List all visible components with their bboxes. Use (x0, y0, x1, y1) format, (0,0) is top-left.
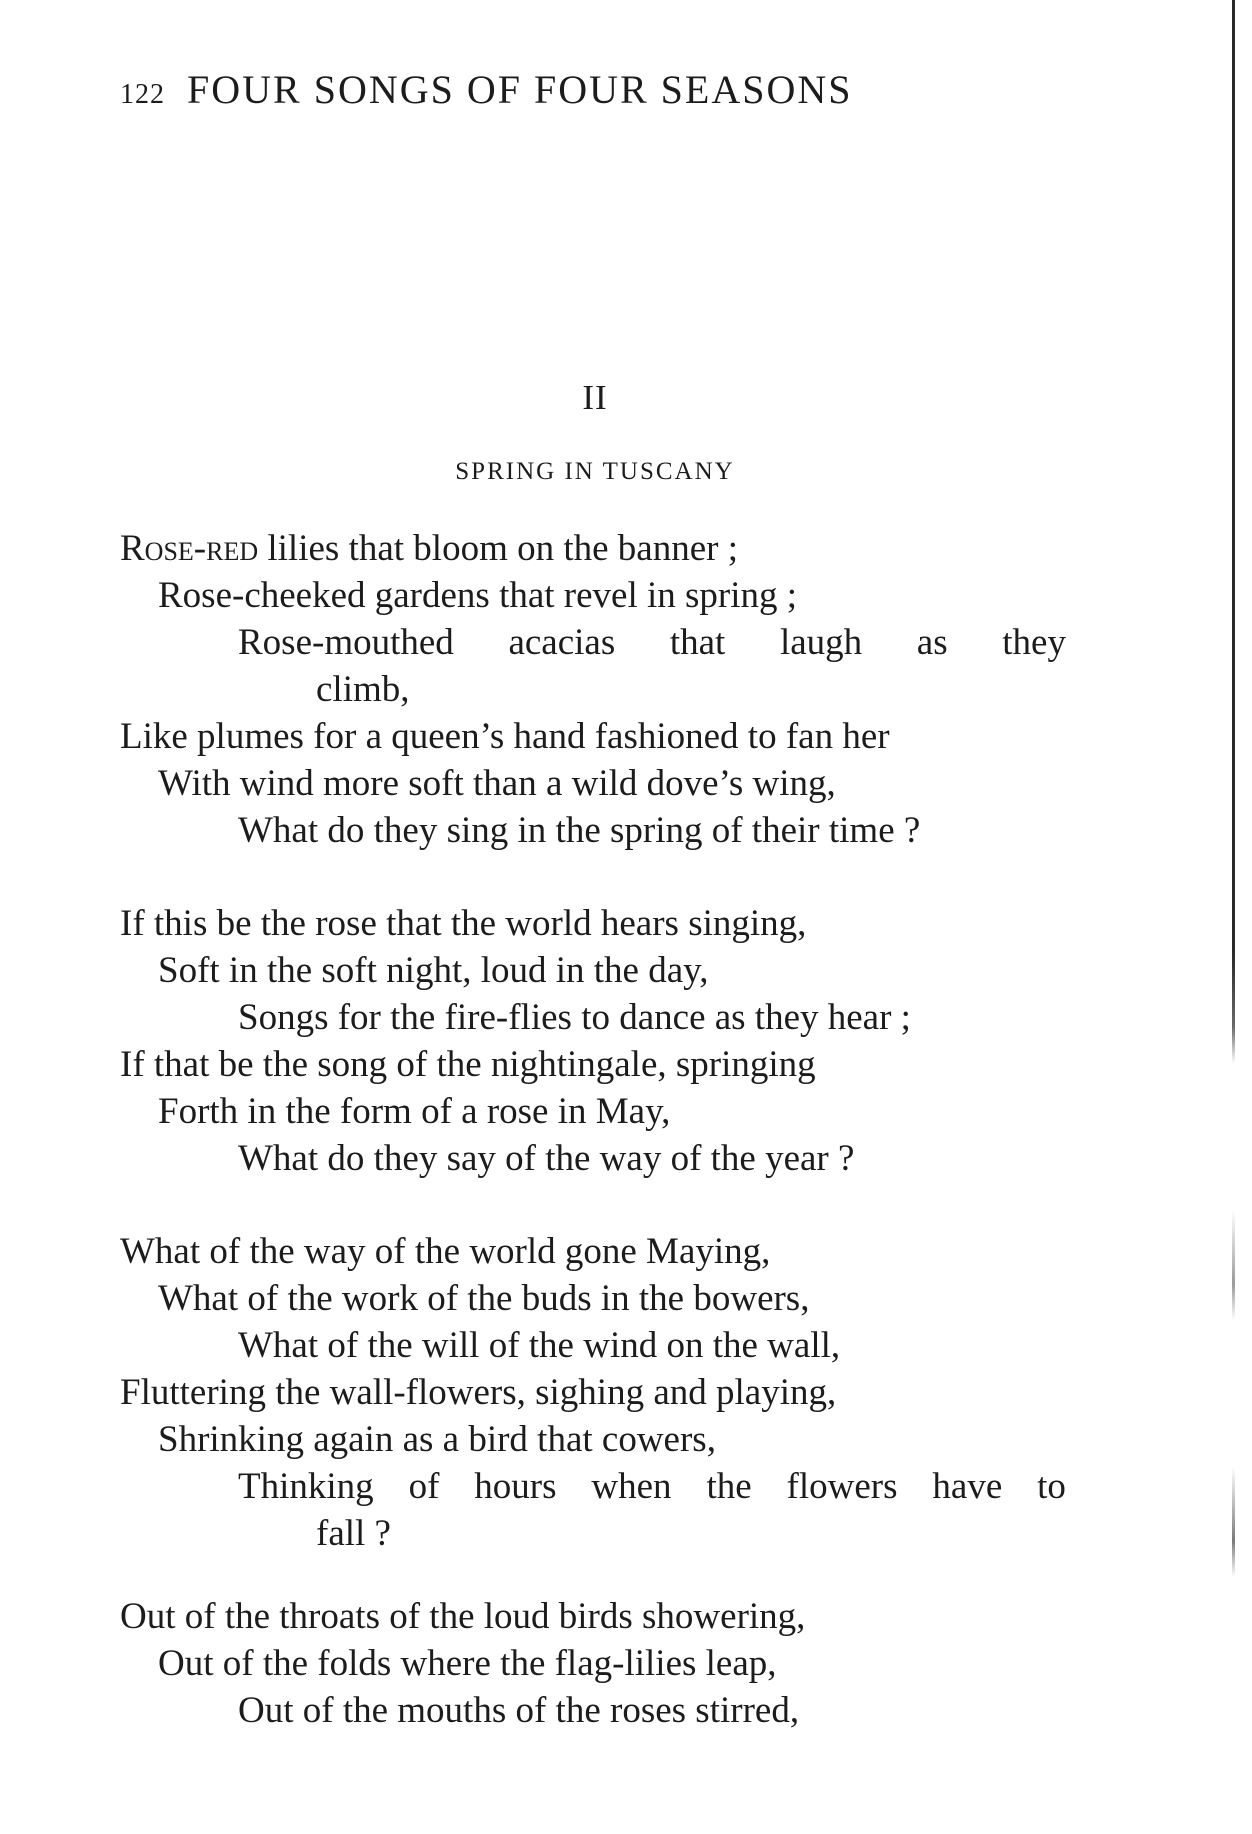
opening-small-caps: Rose-red (120, 528, 259, 569)
poem-title: SPRING IN TUSCANY (455, 458, 735, 485)
running-head (120, 66, 853, 113)
poem-line-justified: Rose-mouthed acacias that laugh as they (238, 622, 1066, 663)
poem-line: If this be the rose that the world hears singing, (120, 903, 807, 944)
poem-line: Songs for the fire-flies to dance as they hear ; (238, 997, 911, 1038)
poem-line: climb, (316, 669, 410, 710)
poem-line: Soft in the soft night, loud in the day, (158, 950, 709, 991)
section-numeral: II (582, 378, 608, 417)
poem-line: Like plumes for a queen’s hand fashioned to fan her (120, 716, 890, 757)
poem-line: Out of the folds where the flag-lilies leap, (158, 1643, 777, 1684)
poem-line: Rose-red lilies that bloom on the banner ; (120, 528, 739, 569)
poem-line: With wind more soft than a wild dove’s wing, (158, 763, 836, 804)
page-number: 122 (120, 79, 165, 110)
poem-line: What of the way of the world gone Maying, (120, 1231, 771, 1272)
poem-line: Fluttering the wall-flowers, sighing and playing, (120, 1372, 837, 1413)
poem-line: If that be the song of the nightingale, springing (120, 1044, 816, 1085)
poem-line: Out of the throats of the loud birds showering, (120, 1596, 806, 1637)
poem-line: What of the will of the wind on the wall, (238, 1325, 841, 1366)
poem-line-justified: Thinking of hours when the flowers have to (238, 1466, 1066, 1507)
scan-edge-rule (1232, 0, 1235, 1834)
book-title: FOUR SONGS OF FOUR SEASONS (187, 67, 853, 112)
poem-line: fall ? (316, 1513, 391, 1554)
poem-line: Forth in the form of a rose in May, (158, 1091, 671, 1132)
poem-line: Out of the mouths of the roses stirred, (238, 1690, 800, 1731)
poem-line: Rose-cheeked gardens that revel in spring ; (158, 575, 798, 616)
poem-line: What of the work of the buds in the bowers, (158, 1278, 810, 1319)
poem-line: What do they say of the way of the year ? (238, 1138, 855, 1179)
poem-line: Shrinking again as a bird that cowers, (158, 1419, 716, 1460)
poem-line: What do they sing in the spring of their time ? (238, 810, 921, 851)
